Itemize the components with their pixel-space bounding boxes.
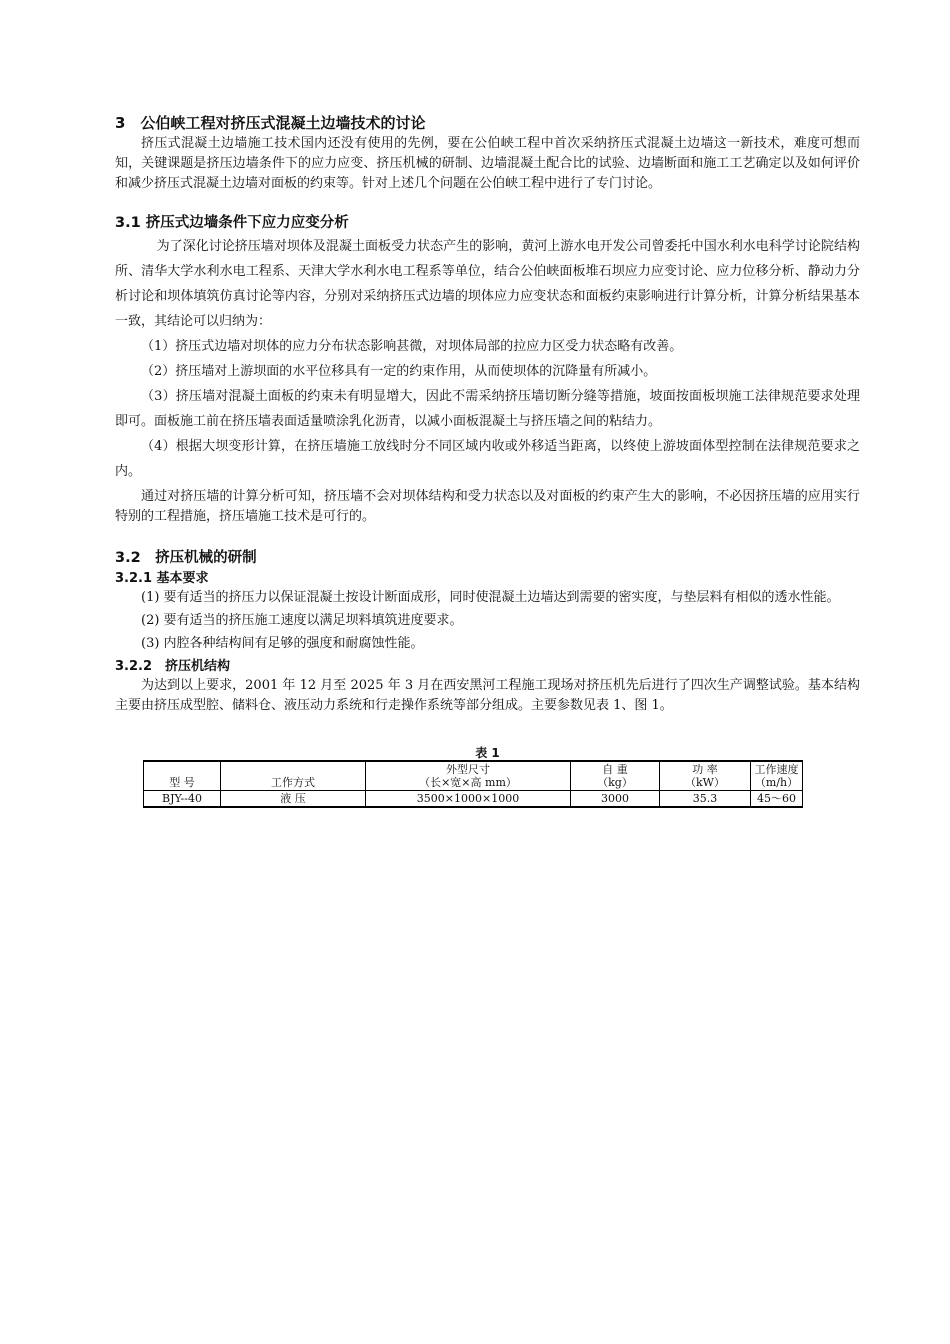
parameter-table (143, 760, 803, 808)
section-3-paragraph: 挤压式混凝土边墙施工技术国内还没有使用的先例，要在公伯峡工程中首次采纳挤压式混凝土边墙这一新技术，难度可想而知，关键课题是挤压边墙条件下的应力应变、挤压机械的研制、边墙混凝土配合比的试验、边墙断面和施工工艺确定以及如何评价和减少挤压式混凝土边墙对面板的约束等。针对上述几个问题在公伯峡工程中进行了专门讨论。 (115, 136, 860, 191)
header-power-line2: （kW） (685, 776, 725, 789)
header-model (144, 761, 221, 791)
section-3-1-conclusion: 通过对挤压墙的计算分析可知，挤压墙不会对坝体结构和受力状态以及对面板的约束产生大的影响，不必因挤压墙的应用实行特别的工程措施，挤压墙施工技术是可行的。 (115, 489, 860, 524)
requirement-item-3: (3) 内腔各种结构间有足够的强度和耐腐蚀性能。 (141, 636, 424, 651)
header-mode (221, 761, 366, 791)
section-3-1-intro: 为了深化讨论挤压墙对坝体及混凝土面板受力状态产生的影响，黄河上游水电开发公司曾委托中国水利水电科学讨论院结构所、清华大学水利水电工程系、天津大学水利水电工程系等单位，结合公伯峡面板堆石坝应力应变讨论、应力位移分析、静动力分析讨论和坝体填筑仿真讨论等内容，分别对采纳挤压式边墙的坝体应力应变状态和面板约束影响进行计算分析，计算分析结果基本一致，其结论可以归纳为： (115, 239, 860, 329)
header-mode-line2 (223, 763, 363, 776)
header-model-line1: 型 号 (169, 776, 195, 789)
header-power-line1: 功 率 (692, 763, 718, 776)
section-3-2-heading: 3.2 挤压机械的研制 (115, 550, 257, 566)
header-speed (751, 761, 803, 791)
section-3-2-2-heading: 3.2.2 挤压机结构 (115, 659, 231, 674)
header-weight-line1: 自 重 (602, 763, 628, 776)
table-caption: 表 1 (475, 746, 500, 760)
header-speed-line2: （m/h） (754, 776, 799, 789)
requirement-item-2: (2) 要有适当的挤压施工速度以满足坝料填筑进度要求。 (141, 613, 463, 628)
cell-dimensions: 3500×1000×1000 (366, 791, 571, 808)
table-row (144, 791, 803, 808)
section-3-2-2-paragraph: 为达到以上要求，2001 年 12 月至 2025 年 3 月在西安黑河工程施工现场对挤压机先后进行了四次生产调整试验。基本结构主要由挤压成型腔、储料仓、液压动力系统和行走操作系统等部分组成。主要参数见表 1、图 1。 (115, 678, 860, 713)
section-3-1-heading: 3.1 挤压式边墙条件下应力应变分析 (115, 215, 349, 231)
header-dimensions-line2: （长×宽×高 mm） (419, 776, 517, 789)
cell-model: BJY--40 (144, 791, 221, 808)
document-page (115, 112, 860, 808)
header-model-line2 (146, 763, 218, 776)
cell-weight: 3000 (571, 791, 660, 808)
header-weight-line2: （kg） (597, 776, 633, 789)
table-header-row (144, 761, 803, 791)
cell-speed: 45～60 (751, 791, 803, 808)
conclusion-item-4: （4）根据大坝变形计算，在挤压墙施工放线时分不同区域内收或外移适当距离，以终使上游坡面体型控制在法律规范要求之内。 (115, 439, 860, 479)
conclusion-item-1: （1）挤压式边墙对坝体的应力分布状态影响甚微，对坝体局部的拉应力区受力状态略有改善。 (141, 339, 683, 354)
conclusion-item-3: （3）挤压墙对混凝土面板的约束未有明显增大，因此不需采纳挤压墙切断分缝等措施，坡面按面板坝施工法律规范要求处理即可。面板施工前在挤压墙表面适量喷涂乳化沥青，以减小面板混凝土与挤压墙之间的粘结力。 (115, 389, 860, 429)
header-power (660, 761, 751, 791)
header-dimensions (366, 761, 571, 791)
section-3-2 (115, 547, 860, 716)
requirement-item-1: (1) 要有适当的挤压力以保证混凝土按设计断面成形，同时使混凝土边墙达到需要的密实度，与垫层料有相似的透水性能。 (141, 590, 840, 605)
section-3-1 (115, 212, 860, 484)
section-3-2-1-heading: 3.2.1 基本要求 (115, 571, 209, 586)
section-3-heading: 3 公伯峡工程对挤压式混凝土边墙技术的讨论 (115, 114, 426, 132)
cell-power: 35.3 (660, 791, 751, 808)
header-weight (571, 761, 660, 791)
header-dimensions-line1: 外型尺寸 (446, 763, 490, 776)
header-speed-line1: 工作速度 (754, 763, 799, 776)
section-3 (115, 112, 860, 194)
section-3-1-conclusion-wrap (115, 487, 860, 527)
conclusion-item-2: （2）挤压墙对上游坝面的水平位移具有一定的约束作用，从而使坝体的沉降量有所减小。 (141, 364, 657, 379)
cell-mode: 液 压 (221, 791, 366, 808)
header-mode-line1: 工作方式 (271, 776, 315, 789)
